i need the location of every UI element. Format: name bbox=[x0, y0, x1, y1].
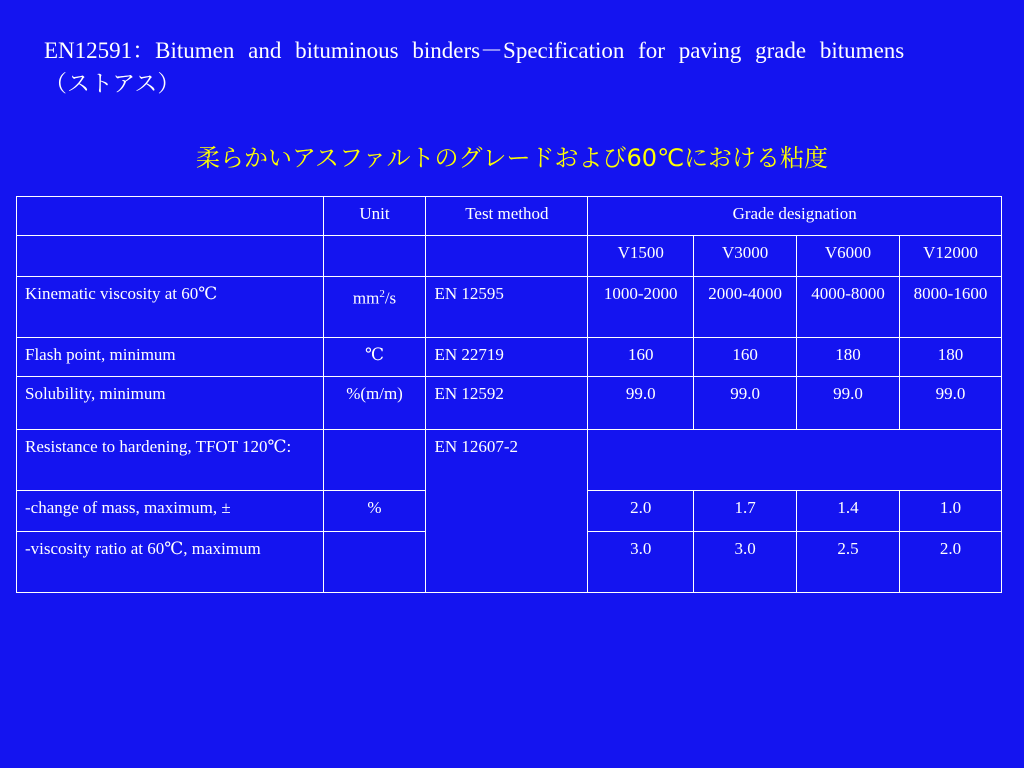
value-cell: 1.7 bbox=[694, 491, 797, 532]
value-cell: 180 bbox=[900, 338, 1002, 377]
value-cell: 99.0 bbox=[900, 377, 1002, 430]
value-cell: 2.0 bbox=[900, 532, 1002, 593]
table-row bbox=[17, 277, 1002, 338]
slide-subtitle: 柔らかいアスファルトのグレードおよび60℃における粘度 bbox=[195, 144, 829, 172]
value-cell: 160 bbox=[588, 338, 694, 377]
property-flash-point: Flash point, minimum bbox=[17, 338, 324, 377]
unit-solubility: %(m/m) bbox=[323, 377, 426, 430]
property-change-of-mass: -change of mass, maximum, ± bbox=[17, 491, 324, 532]
slide-title: EN12591：Bitumen and bituminous binders－Specification for paving grade bitumens （ストアス） bbox=[44, 38, 905, 96]
header-test-method: Test method bbox=[426, 197, 588, 236]
property-viscosity-ratio: -viscosity ratio at 60℃, maximum bbox=[17, 532, 324, 593]
value-cell: 4000-8000 bbox=[797, 277, 900, 338]
header-row bbox=[17, 197, 1002, 236]
grade-row bbox=[17, 236, 1002, 277]
grade-empty-cell bbox=[17, 236, 324, 277]
unit-base: mm bbox=[352, 288, 380, 308]
grade-empty-cell bbox=[323, 236, 426, 277]
method-solubility: EN 12592 bbox=[426, 377, 588, 430]
unit-change-of-mass: % bbox=[323, 491, 426, 532]
value-cell: 1.0 bbox=[900, 491, 1002, 532]
header-grade-designation: Grade designation bbox=[588, 197, 1002, 236]
header-empty-cell bbox=[17, 197, 324, 236]
value-cell: 99.0 bbox=[694, 377, 797, 430]
unit-tail: /s bbox=[384, 288, 397, 308]
resistance-empty-values bbox=[588, 430, 1002, 491]
table-row bbox=[17, 338, 1002, 377]
value-cell: 8000-1600 bbox=[900, 277, 1002, 338]
value-cell: 1000-2000 bbox=[588, 277, 694, 338]
grade-v6000: V6000 bbox=[797, 236, 900, 277]
property-resistance-to-hardening: Resistance to hardening, TFOT 120℃: bbox=[17, 430, 324, 491]
method-resistance-to-hardening: EN 12607-2 bbox=[426, 430, 588, 593]
grade-v12000: V12000 bbox=[900, 236, 1002, 277]
property-kinematic-viscosity: Kinematic viscosity at 60℃ bbox=[17, 277, 324, 338]
value-cell: 99.0 bbox=[797, 377, 900, 430]
unit-exponent: 2 bbox=[379, 288, 385, 300]
unit-flash-point: ℃ bbox=[323, 338, 426, 377]
unit-viscosity-ratio bbox=[323, 532, 426, 593]
value-cell: 99.0 bbox=[588, 377, 694, 430]
unit-kinematic-viscosity bbox=[323, 277, 426, 338]
table-row bbox=[17, 377, 1002, 430]
value-cell: 160 bbox=[694, 338, 797, 377]
table-row bbox=[17, 430, 1002, 491]
method-kinematic-viscosity: EN 12595 bbox=[426, 277, 588, 338]
value-cell: 3.0 bbox=[588, 532, 694, 593]
property-solubility: Solubility, minimum bbox=[17, 377, 324, 430]
value-cell: 2.0 bbox=[588, 491, 694, 532]
value-cell: 1.4 bbox=[797, 491, 900, 532]
header-unit: Unit bbox=[323, 197, 426, 236]
grade-v3000: V3000 bbox=[694, 236, 797, 277]
value-cell: 180 bbox=[797, 338, 900, 377]
specification-table bbox=[16, 196, 1002, 593]
method-flash-point: EN 22719 bbox=[426, 338, 588, 377]
value-cell: 2000-4000 bbox=[694, 277, 797, 338]
unit-resistance-to-hardening bbox=[323, 430, 426, 491]
value-cell: 3.0 bbox=[694, 532, 797, 593]
value-cell: 2.5 bbox=[797, 532, 900, 593]
grade-v1500: V1500 bbox=[588, 236, 694, 277]
grade-empty-cell bbox=[426, 236, 588, 277]
